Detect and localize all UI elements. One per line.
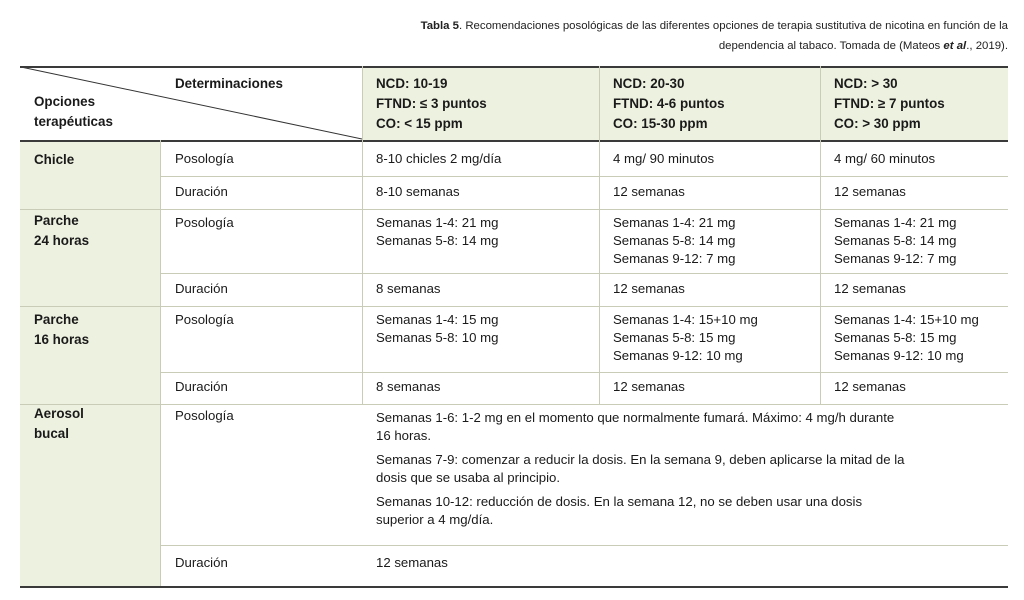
caption-etal: et al bbox=[943, 40, 967, 52]
chicle-duracion-col1: 8-10 semanas bbox=[376, 184, 460, 199]
label-posologia: Posología bbox=[175, 151, 234, 166]
label-posologia: Posología bbox=[175, 408, 234, 423]
parche24-posologia-col3: Semanas 1-4: 21 mg Semanas 5-8: 14 mg Semanas 9-12: 7 mg bbox=[834, 215, 957, 266]
header-col-2: NCD: 20-30 FTND: 4-6 puntos CO: 15-30 ppm bbox=[613, 76, 725, 131]
parche16-duracion-col2: 12 semanas bbox=[613, 379, 685, 394]
parche16-posologia-col2: Semanas 1-4: 15+10 mg Semanas 5-8: 15 mg Semanas 9-12: 10 mg bbox=[613, 312, 758, 363]
chicle-posologia-col1: 8-10 chicles 2 mg/día bbox=[376, 151, 502, 166]
header-determinaciones: Determinaciones bbox=[175, 76, 283, 91]
caption-text-end: ., 2019). bbox=[966, 40, 1008, 52]
parche24-duracion-col3: 12 semanas bbox=[834, 281, 906, 296]
parche16-posologia-col1: Semanas 1-4: 15 mg Semanas 5-8: 10 mg bbox=[376, 312, 499, 345]
caption-label: Tabla 5 bbox=[420, 20, 459, 32]
aerosol-posologia: Semanas 1-6: 1-2 mg en el momento que normalmente fumará. Máximo: 4 mg/h durante 16 horas. Semanas 7-9: comenzar a reducir la dosis. En la semana 9, deben aplicarse la mitad de la dosis que se usaba al principio. Semanas 10-12: reducción de dosis. En la semana 12, no se deben usar una dosis superior a 4 mg/día. bbox=[376, 410, 905, 527]
chicle-posologia-col2: 4 mg/ 90 minutos bbox=[613, 151, 715, 166]
chicle-duracion-col3: 12 semanas bbox=[834, 184, 906, 199]
chicle-posologia-col3: 4 mg/ 60 minutos bbox=[834, 151, 936, 166]
parche24-posologia-col2: Semanas 1-4: 21 mg Semanas 5-8: 14 mg Semanas 9-12: 7 mg bbox=[613, 215, 736, 266]
label-duracion: Duración bbox=[175, 281, 228, 296]
options-column-band bbox=[20, 140, 160, 588]
option-chicle: Chicle bbox=[34, 152, 75, 167]
header-col-3: NCD: > 30 FTND: ≥ 7 puntos CO: > 30 ppm bbox=[834, 76, 945, 131]
label-duracion: Duración bbox=[175, 379, 228, 394]
parche24-duracion-col1: 8 semanas bbox=[376, 281, 441, 296]
dosage-table bbox=[20, 66, 1008, 588]
parche16-posologia-col3: Semanas 1-4: 15+10 mg Semanas 5-8: 15 mg Semanas 9-12: 10 mg bbox=[834, 312, 979, 363]
label-posologia: Posología bbox=[175, 215, 234, 230]
parche16-duracion-col1: 8 semanas bbox=[376, 379, 441, 394]
caption-text: . Recomendaciones posológicas de las diferentes opciones de terapia sustitutiva de nicotina en función de la dependencia al tabaco. Tomada de (Mateos bbox=[459, 20, 1008, 52]
label-posologia: Posología bbox=[175, 312, 234, 327]
aerosol-duracion: 12 semanas bbox=[376, 555, 448, 570]
option-parche-16: Parche 16 horas bbox=[34, 312, 90, 347]
option-parche-24: Parche 24 horas bbox=[34, 213, 90, 248]
parche24-posologia-col1: Semanas 1-4: 21 mg Semanas 5-8: 14 mg bbox=[376, 215, 499, 248]
table-caption bbox=[388, 16, 1008, 56]
parche24-duracion-col2: 12 semanas bbox=[613, 281, 685, 296]
parche16-duracion-col3: 12 semanas bbox=[834, 379, 906, 394]
header-col-1: NCD: 10-19 FTND: ≤ 3 puntos CO: < 15 ppm bbox=[376, 76, 487, 131]
label-duracion: Duración bbox=[175, 184, 228, 199]
header-opciones: Opciones terapéuticas bbox=[34, 94, 113, 129]
chicle-duracion-col2: 12 semanas bbox=[613, 184, 685, 199]
label-duracion: Duración bbox=[175, 555, 228, 570]
option-aerosol-bucal: Aerosol bucal bbox=[34, 406, 84, 441]
